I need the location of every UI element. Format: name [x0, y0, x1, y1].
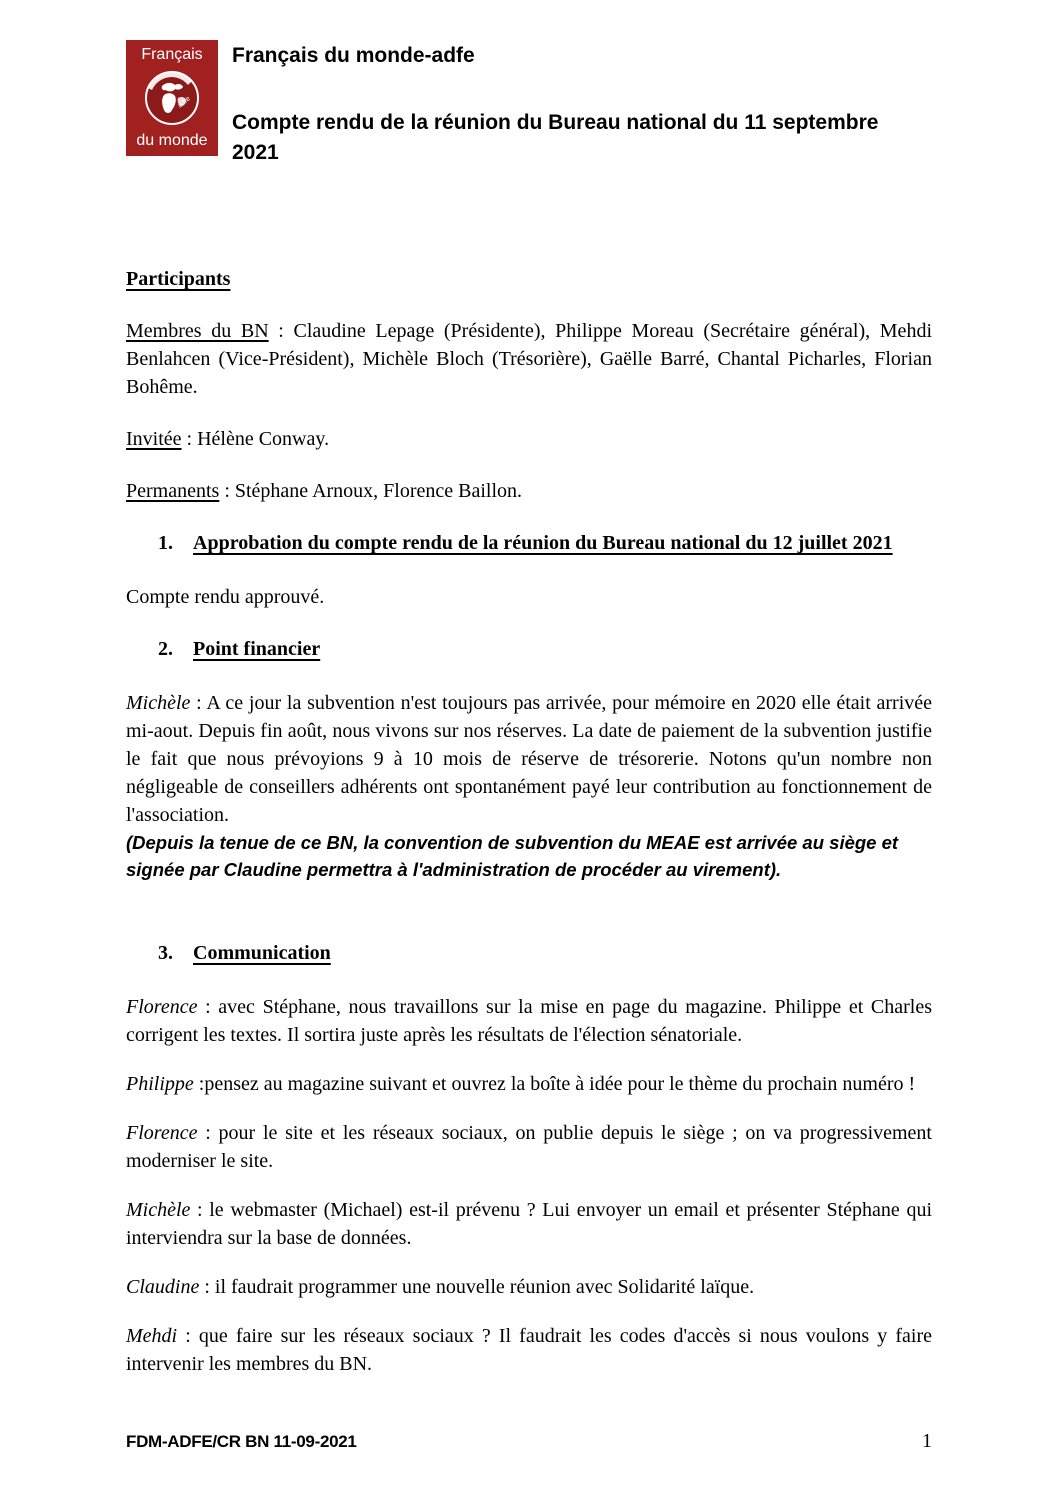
note-text: (Depuis la tenue de ce BN, la convention de subvention du MEAE est arrivée au siège et signée par Claudine permettra à l'administration de procéder au virement).: [126, 832, 899, 880]
speaker-name: Florence: [126, 1122, 198, 1144]
section-1-title: Approbation du compte rendu de la réunion du Bureau national du 12 juillet 2021: [193, 532, 893, 554]
paragraph-text: : le webmaster (Michael) est-il prévenu ? Lui envoyer un email et présenter Stéphane qui interviendra sur la base de données.: [126, 1199, 932, 1249]
document-header: [126, 40, 932, 168]
speaker-name: Michèle: [126, 1199, 191, 1221]
section-2-title: Point financier: [193, 638, 321, 660]
section-2-paragraph-michele: [126, 689, 932, 829]
participants-invitee-text: : Hélène Conway.: [181, 428, 330, 450]
section-1-heading: [158, 529, 932, 557]
speaker-name: Philippe: [126, 1073, 194, 1095]
section-3-paragraph-florence-2: [126, 1119, 932, 1175]
participants-members: [126, 317, 932, 401]
page-number: 1: [922, 1430, 932, 1452]
participants-members-label: Membres du BN: [126, 320, 269, 342]
logo-text-bottom: du monde: [136, 132, 208, 149]
participants-permanents: [126, 477, 932, 505]
section-2-number: 2.: [158, 638, 173, 660]
section-3-heading: [158, 939, 932, 967]
section-2-note: [126, 829, 932, 883]
paragraph-text: : pour le site et les réseaux sociaux, on publie depuis le siège ; on va progressivement moderniser le site.: [126, 1122, 932, 1172]
section-3-paragraph-claudine: [126, 1273, 932, 1301]
speaker-name: Florence: [126, 996, 198, 1018]
section-3-paragraph-mehdi: [126, 1322, 932, 1378]
speaker-name: Michèle: [126, 692, 191, 714]
org-title: Français du monde-adfe: [232, 44, 475, 67]
doc-title: Compte rendu de la réunion du Bureau national du 11 septembre 2021: [232, 111, 879, 164]
section-3-paragraph-michele: [126, 1196, 932, 1252]
footer-reference: FDM-ADFE/CR BN 11-09-2021: [126, 1432, 357, 1451]
section-3-paragraph-florence-1: [126, 993, 932, 1049]
participants-heading: Participants: [126, 268, 231, 290]
logo: [126, 40, 218, 156]
section-3-paragraph-philippe: [126, 1070, 932, 1098]
section-3-number: 3.: [158, 942, 173, 964]
participants-invitee-label: Invitée: [126, 428, 182, 450]
paragraph-text: : que faire sur les réseaux sociaux ? Il faudrait les codes d'accès si nous voulons y faire intervenir les membres du BN.: [126, 1325, 932, 1375]
section-1-paragraph: [126, 583, 932, 611]
logo-text-top: Français: [141, 46, 203, 63]
page-footer: [126, 1430, 932, 1453]
section-1-paragraph-text: Compte rendu approuvé.: [126, 586, 325, 608]
speaker-name: Mehdi: [126, 1325, 178, 1347]
participants-permanents-text: : Stéphane Arnoux, Florence Baillon.: [219, 480, 523, 502]
header-titles: [232, 40, 924, 168]
paragraph-text: : A ce jour la subvention n'est toujours pas arrivée, pour mémoire en 2020 elle était arrivée mi-aout. Depuis fin août, nous vivons sur nos réserves. La date de paiement de la subvention justifie le fait que nous prévoyions 9 à 10 mois de réserve de trésorerie. Notons qu'un nombre non négligeable de conseillers adhérents ont spontanément payé leur contribution au fonctionnement de l'association.: [126, 692, 932, 826]
svg-text:adfe: adfe: [176, 95, 192, 110]
section-3-title: Communication: [193, 942, 331, 964]
section-1-number: 1.: [158, 532, 173, 554]
globe-icon: [142, 68, 202, 128]
speaker-name: Claudine: [126, 1276, 200, 1298]
participants-permanents-label: Permanents: [126, 480, 220, 502]
section-3: [126, 939, 932, 1378]
paragraph-text: : il faudrait programmer une nouvelle réunion avec Solidarité laïque.: [199, 1276, 755, 1298]
participants-members-text: : Claudine Lepage (Présidente), Philippe Moreau (Secrétaire général), Mehdi Benlahcen (Vice-Président), Michèle Bloch (Trésorière), Gaëlle Barré, Chantal Picharles, Florian Bohême.: [126, 320, 932, 398]
paragraph-text: : avec Stéphane, nous travaillons sur la mise en page du magazine. Philippe et Charles corrigent les textes. Il sortira juste après les résultats de l'élection sénatoriale.: [126, 996, 932, 1046]
section-2-heading: [158, 635, 932, 663]
participants-invitee: [126, 425, 932, 453]
paragraph-text: :pensez au magazine suivant et ouvrez la boîte à idée pour le thème du prochain numéro !: [193, 1073, 916, 1095]
